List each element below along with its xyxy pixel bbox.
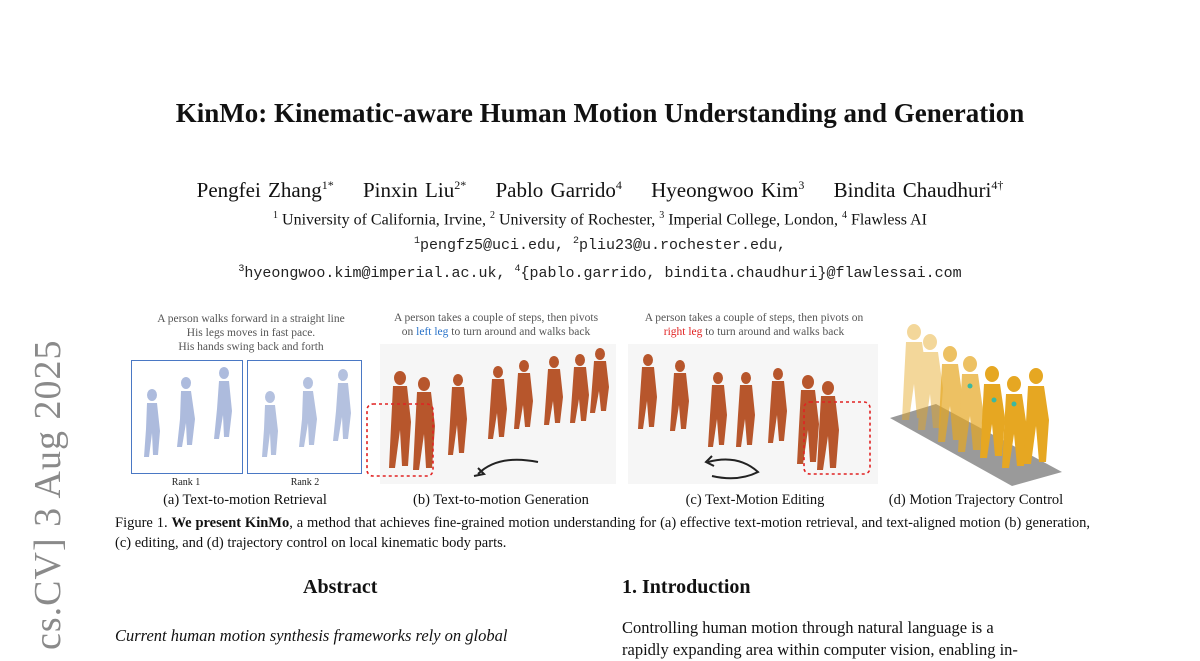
author-list — [0, 178, 1200, 203]
rank-label: Rank 2 — [290, 477, 320, 488]
paper-title: KinMo: Kinematic-aware Human Motion Understanding and Generation — [175, 98, 1025, 128]
editing-figure — [628, 344, 878, 484]
retrieval-rank2-image — [247, 360, 362, 474]
email-line: $^3$hyeongwoo.kim@imperial.ac.uk, $^4${pablo.garrido, bindita.chaudhuri}@flawlessai.com — [238, 264, 962, 282]
abstract-heading: Abstract — [303, 576, 378, 598]
figure-retrieval-rank2 — [248, 361, 361, 473]
author: Bindita Chaudhuri$^{4\dagger}$ — [833, 178, 1004, 202]
author: Pinxin Liu$^{2*}$ — [362, 178, 467, 202]
affiliation-list: $^1$ University of California, Irvine, $^2$ University of Rochester, $^3$ Imperial College, London, $^4$ Flawless AI — [273, 210, 927, 229]
email-line: $^1$pengfz5@uci.edu, $^2$pliu23@u.rochester.edu, — [413, 236, 787, 254]
subcaption-a: (a) Text-to-motion Retrieval — [163, 492, 327, 508]
introduction-text: Controlling human motion through natural language is a rapidly expanding area within computer vision, enabling in- — [622, 618, 1018, 659]
email-link[interactable]: pliu23@u.rochester.edu, — [579, 237, 787, 254]
author: Pengfei Zhang$^{1*}$ — [196, 178, 334, 202]
figure-editing — [628, 344, 878, 484]
highlight-left-leg: left leg — [416, 326, 449, 338]
email-link[interactable]: {pablo.garrido, bindita.chaudhuri}@flawlessai.com — [520, 265, 962, 282]
email-link[interactable]: hyeongwoo.kim@imperial.ac.uk, — [244, 265, 506, 282]
arxiv-stamp-text: cs.CV] 3 Aug 2025 — [27, 339, 69, 650]
panel-a-prompt: A person walks forward in a straight line His legs moves in fast pace. His hands swing back and forth — [157, 313, 345, 353]
figure-caption: Figure 1. We present KinMo, a method that achieves fine-grained motion understanding for (a) effective text-motion retrieval, and text-aligned motion (b) generation, (c) editing, and (d) trajectory control on local kinematic body parts. — [115, 515, 1091, 551]
introduction-heading: 1. Introduction — [622, 576, 751, 598]
figure-retrieval-rank1 — [132, 361, 242, 473]
figure-trajectory — [884, 320, 1066, 486]
retrieval-rank1-image — [131, 360, 243, 474]
subcaption-b: (b) Text-to-motion Generation — [413, 492, 589, 508]
subcaption-c: (c) Text-Motion Editing — [685, 492, 825, 508]
figure-generation — [366, 344, 616, 484]
generation-figure — [366, 344, 616, 484]
trajectory-figure — [884, 320, 1066, 486]
email-link[interactable]: pengfz5@uci.edu, — [419, 237, 564, 254]
panel-b-prompt: A person takes a couple of steps, then pivots on left leg to turn around and walks back — [393, 312, 599, 338]
highlight-right-leg: right leg — [663, 326, 703, 338]
rank-label: Rank 1 — [171, 477, 201, 488]
abstract-text: Current human motion synthesis frameworks rely on global — [115, 626, 508, 645]
panel-c-prompt: A person takes a couple of steps, then pivots on right leg to turn around and walks back — [644, 312, 864, 338]
subcaption-d: (d) Motion Trajectory Control — [888, 492, 1064, 508]
author: Pablo Garrido$^4$ — [495, 178, 622, 202]
arxiv-side-stamp — [24, 330, 84, 660]
author: Hyeongwoo Kim$^3$ — [651, 178, 805, 202]
